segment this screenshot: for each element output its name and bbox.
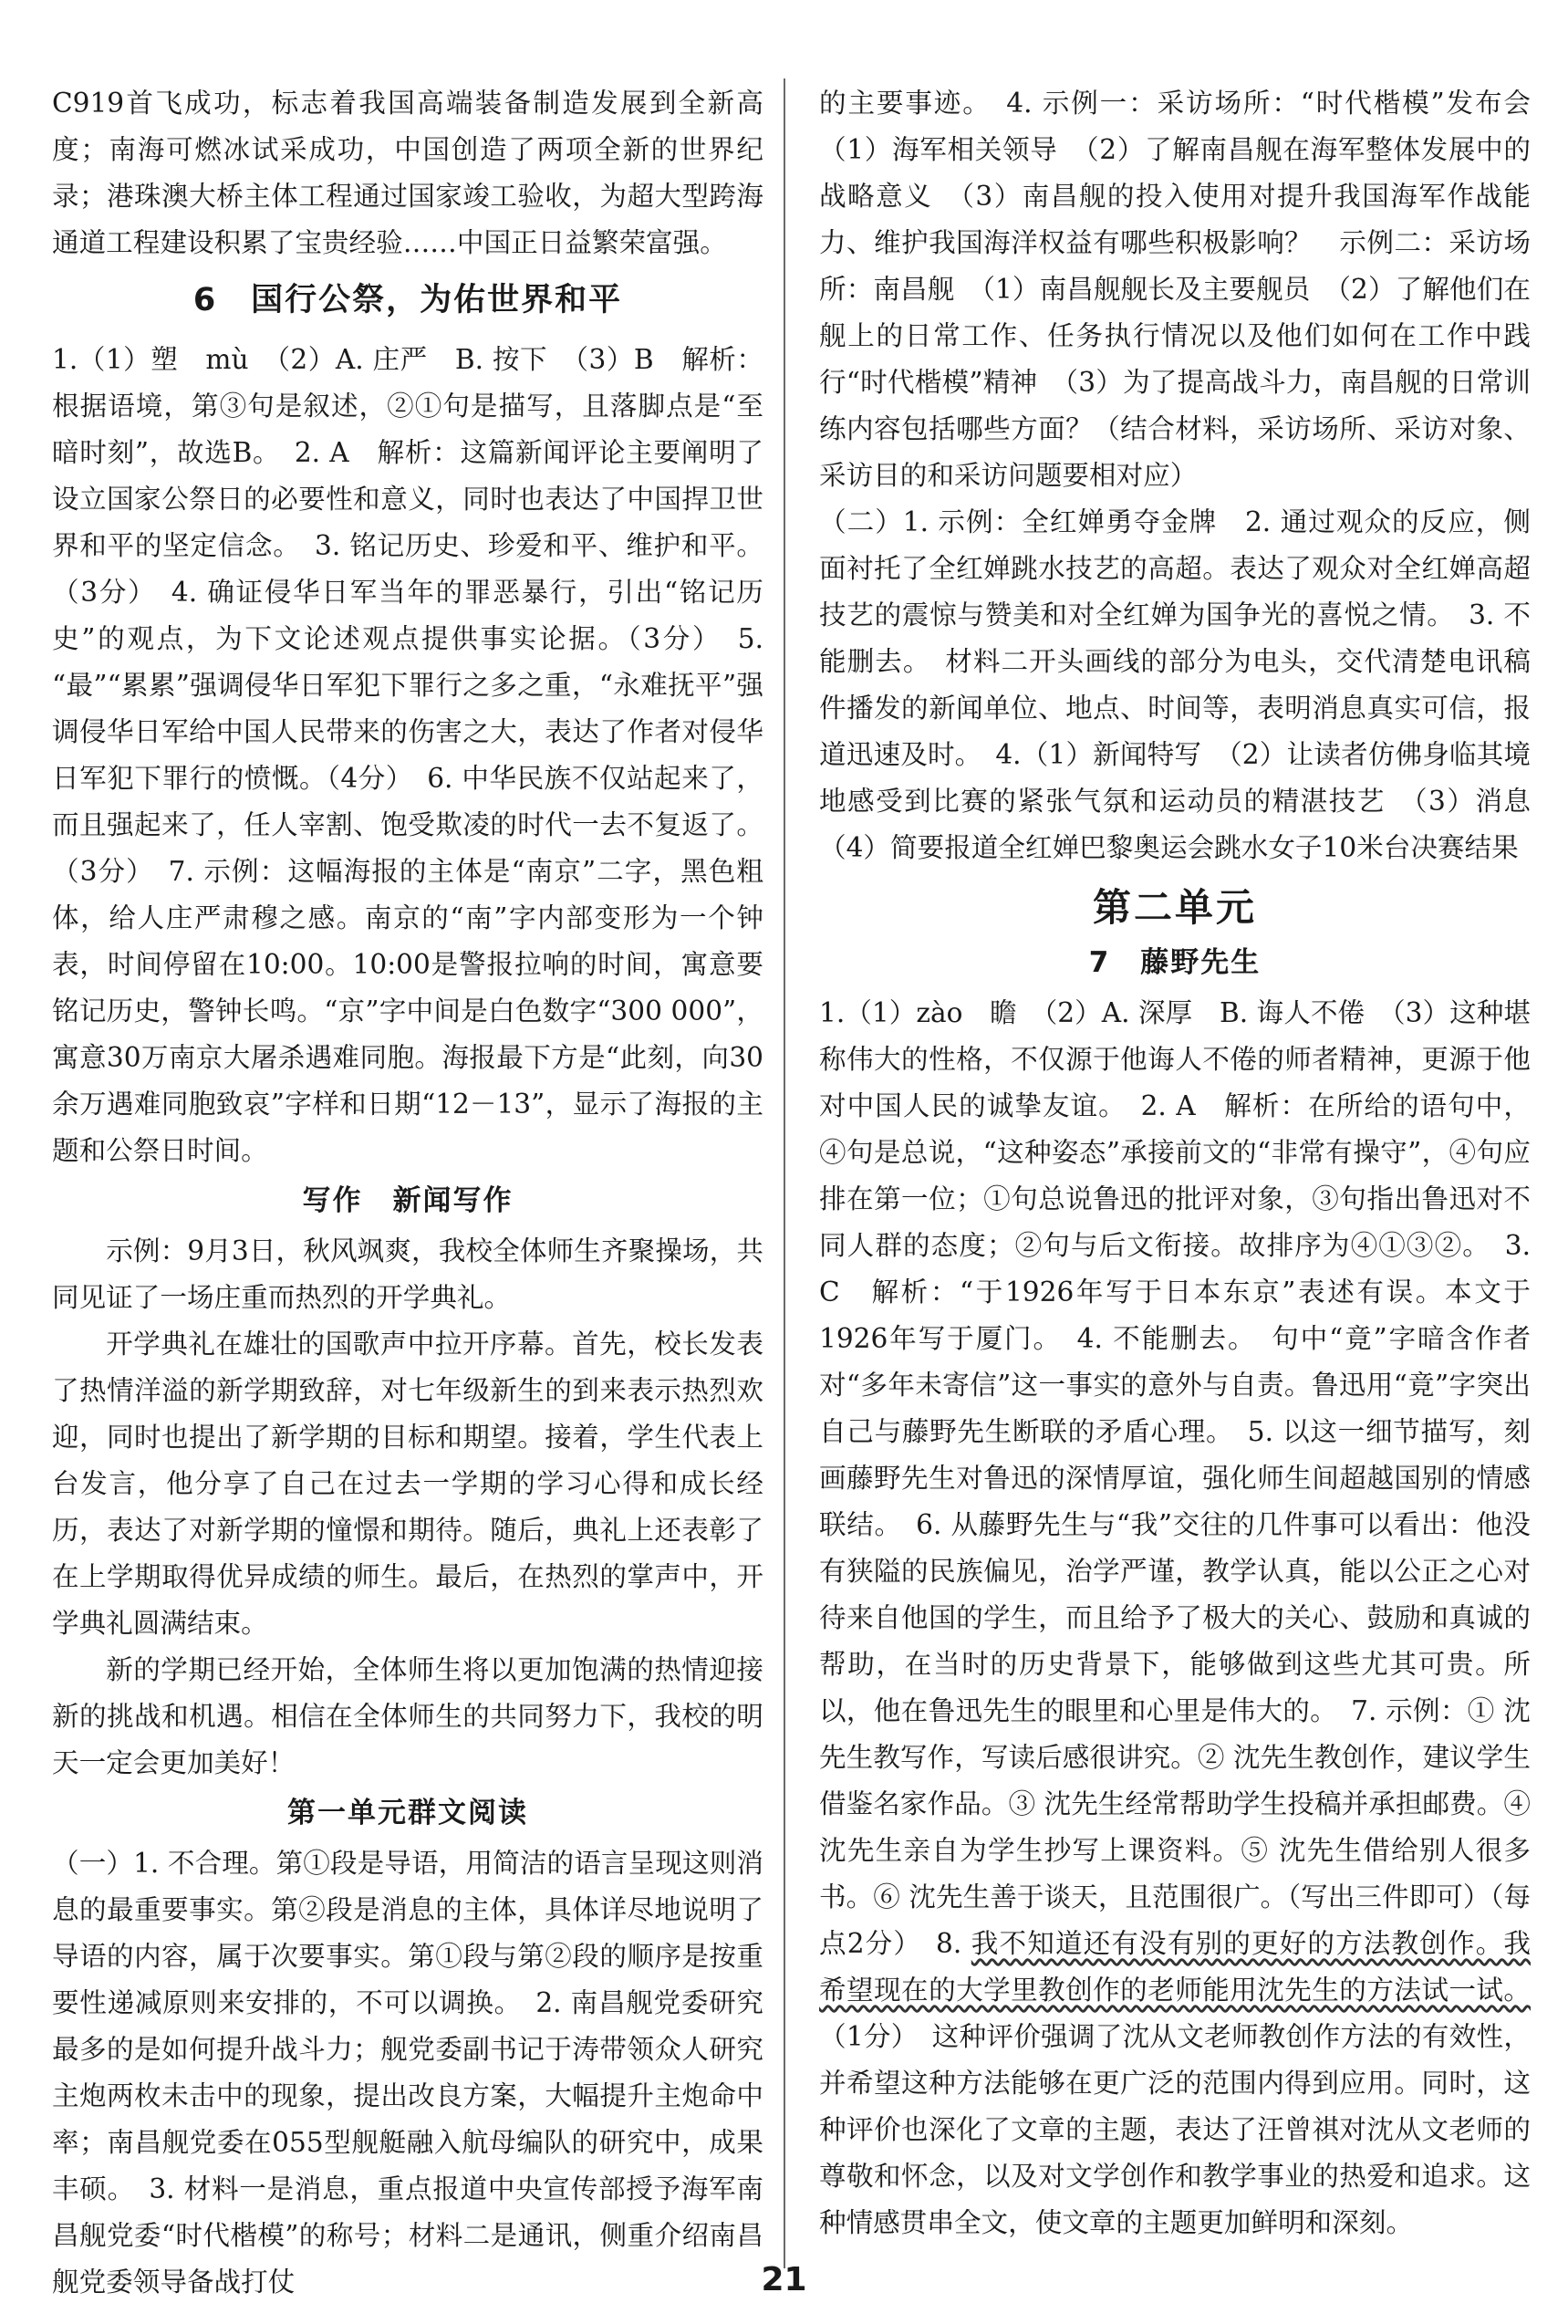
- page-number: 21: [761, 2261, 807, 2298]
- unit-title: 第二单元: [1092, 885, 1257, 930]
- writing-title: 写作 新闻写作: [302, 1184, 514, 1217]
- group-reading-answers: （一）1. 不合理。第①段是导语，用简洁的语言呈现这则消息的最重要事实。第②段是消息的主体，具体详尽地说明了导语的内容，属于次要事实。第①段与第②段的顺序是按重要性递减原则来安排的，不可以调换。 2. 南昌舰党委研究最多的是如何提升战斗力；舰党委副书记于涛带领众人研究主炮两枚未击中的现象，提出改良方案，大幅提升主炮命中率；南昌舰党委在055型舰艇融入航母编队的研究中，成果丰硕。 3. 材料一是消息，重点报道中央宣传部授予海军南昌舰党委“时代楷模”的称号；材料二是通讯，侧重介绍南昌舰党委领导备战打仗: [52, 1848, 763, 2298]
- left-column: [52, 80, 763, 2306]
- lesson6-title: 6 国行公祭，为佑世界和平: [192, 282, 623, 318]
- lesson7-underlined-answer: 我不知道还有没有别的更好的方法教创作。我希望现在的大学里教创作的老师能用沈先生的方法试一试。: [819, 1928, 1532, 2006]
- lesson7-text-a: 1.（1）zào 瞻 （2）A. 深厚 B. 诲人不倦 （3）这种堪称伟大的性格，不仅源于他诲人不倦的师者精神，更源于他对中国人民的诚挚友谊。 2. A 解析：在所给的语句中，④句是总说，“这种姿态”承接前文的“非常有操守”，④句应排在第一位；①句总说鲁迅的批评对象，③句指出鲁迅对不同人群的态度；②句与后文衔接。故排序为④①③②。 3. C 解析：“于1926年写于日本东京”表述有误。本文于1926年写于厦门。 4. 不能删去。 句中“竟”字暗含作者对“多年未寄信”这一事实的意外与自责。鲁迅用“竟”字突出自己与藤野先生断联的矛盾心理。 5. 以这一细节描写，刻画藤野先生对鲁迅的深情厚谊，强化师生间超越国别的情感联结。 6. 从藤野先生与“我”交往的几件事可以看出：他没有狭隘的民族偏见，治学严谨，教学认真，能以公正之心对待来自他国的学生，而且给予了极大的关心、鼓励和真诚的帮助，在当时的历史背景下，能够做到这些尤其可贵。所以，他在鲁迅先生的眼里和心里是伟大的。 7. 示例：① 沈先生教写作，写读后感很讲究。② 沈先生教创作，建议学生借鉴名家作品。③ 沈先生经常帮助学生投稿并承担邮费。④ 沈先生亲自为学生抄写上课资料。⑤ 沈先生借给别人很多书。⑥ 沈先生善于谈天，且范围很广。（写出三件即可）（每点2分） 8.: [819, 997, 1531, 1959]
- lesson6-answers: 1.（1）塑 mù （2）A. 庄严 B. 按下 （3）B 解析：根据语境，第③句是叙述，②①句是描写，且落脚点是“至暗时刻”，故选B。 2. A 解析：这篇新闻评论主要阐明了设立国家公祭日的必要性和意义，同时也表达了中国捍卫世界和平的坚定信念。 3. 铭记历史、珍爱和平、维护和平。（3分） 4. 确证侵华日军当年的罪恶暴行，引出“铭记历史”的观点，为下文论述观点提供事实论据。（3分） 5. “最”“累累”强调侵华日军犯下罪行之多之重，“永难抚平”强调侵华日军给中国人民带来的伤害之大，表达了作者对侵华日军犯下罪行的愤慨。（4分） 6. 中华民族不仅站起来了，而且强起来了，任人宰割、饱受欺凌的时代一去不复返了。（3分） 7. 示例：这幅海报的主体是“南京”二字，黑色粗体，给人庄严肃穆之感。南京的“南”字内部变形为一个钟表，时间停留在10:00。10:00是警报拉响的时间，寓意要铭记历史，警钟长鸣。“京”字中间是白色数字“300 000”，寓意30万南京大屠杀遇难同胞。海报最下方是“此刻，向30余万遇难同胞致哀”字样和日期“12－13”，显示了海报的主题和公祭日时间。: [52, 344, 763, 1166]
- column-divider: [784, 78, 785, 2268]
- lesson7-answers: [819, 990, 1531, 2246]
- writing-paragraph-3: 新的学期已经开始，全体师生将以更加饱满的热情迎接新的挑战和机遇。相信在全体师生的共同努力下，我校的明天一定会更加美好！: [52, 1654, 763, 1778]
- right-column: [819, 80, 1558, 2246]
- group-reading-continued: 的主要事迹。 4. 示例一：采访场所：“时代楷模”发布会 （1）海军相关领导 （2）了解南昌舰在海军整体发展中的战略意义 （3）南昌舰的投入使用对提升我国海军作战能力、维护我国海洋权益有哪些积极影响？ 示例二：采访场所：南昌舰 （1）南昌舰舰长及主要舰员 （2）了解他们在舰上的日常工作、任务执行情况以及他们如何在工作中践行“时代楷模”精神 （3）为了提高战斗力，南昌舰的日常训练内容包括哪些方面？（结合材料，采访场所、采访对象、采访目的和采访问题要相对应）: [819, 88, 1558, 491]
- writing-paragraph-2: 开学典礼在雄壮的国歌声中拉开序幕。首先，校长发表了热情洋溢的新学期致辞，对七年级新生的到来表示热烈欢迎，同时也提出了新学期的目标和期望。接着，学生代表上台发言，他分享了自己在过去一学期的学习心得和成长经历，表达了对新学期的憧憬和期待。随后，典礼上还表彰了在上学期取得优异成绩的师生。最后，在热烈的掌声中，开学典礼圆满结束。: [52, 1329, 763, 1639]
- lesson7-title: 7 藤野先生: [1088, 946, 1262, 979]
- group-reading-part2: （二）1. 示例：全红婵勇夺金牌 2. 通过观众的反应，侧面衬托了全红婵跳水技艺的高超。表达了观众对全红婵高超技艺的震惊与赞美和对全红婵为国争光的喜悦之情。 3. 不能删去。 材料二开头画线的部分为电头，交代清楚电讯稿件播发的新闻单位、地点、时间等，表明消息真实可信，报道迅速及时。 4.（1）新闻特写 （2）让读者仿佛身临其境地感受到比赛的紧张气氛和运动员的精湛技艺 （3）消息 （4）简要报道全红婵巴黎奥运会跳水女子10米台决赛结果: [819, 506, 1558, 863]
- lesson7-text-b: （1分） 这种评价强调了沈从文老师教创作方法的有效性，并希望这种方法能够在更广泛的范围内得到应用。同时，这种评价也深化了文章的主题，表达了汪曾祺对沈从文老师的尊敬和怀念，以及对文学创作和教学事业的热爱和追求。这种情感贯串全文，使文章的主题更加鲜明和深刻。: [819, 2021, 1531, 2238]
- intro-paragraph: C919首飞成功，标志着我国高端装备制造发展到全新高度；南海可燃冰试采成功，中国创造了两项全新的世界纪录；港珠澳大桥主体工程通过国家竣工验收，为超大型跨海通道工程建设积累了宝贵经验……中国正日益繁荣富强。: [52, 88, 763, 258]
- writing-paragraph-1: 示例：9月3日，秋风飒爽，我校全体师生齐聚操场，共同见证了一场庄重而热烈的开学典礼。: [52, 1235, 763, 1313]
- group-reading-title: 第一单元群文阅读: [287, 1797, 528, 1829]
